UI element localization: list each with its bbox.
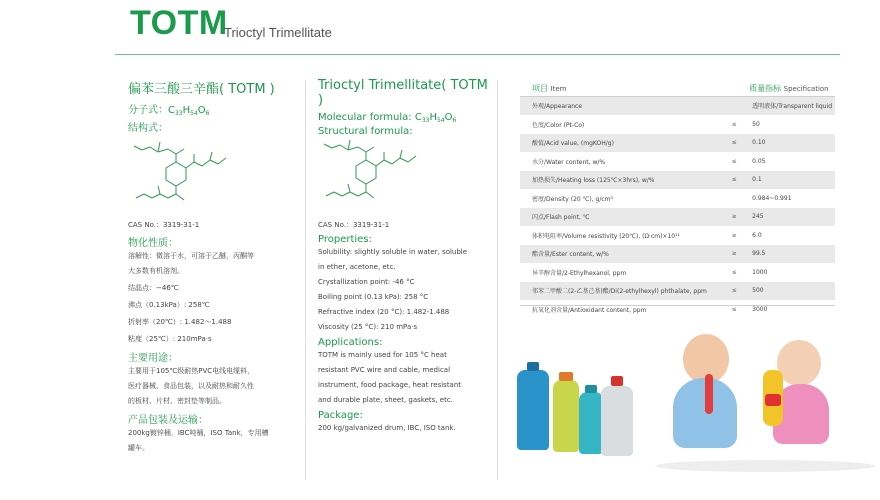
- yellow-bottle-image: [553, 380, 579, 452]
- cn-application-line: 的板材、片材、密封垫等制品。: [128, 397, 226, 405]
- spec-value-cell: 0.10: [746, 134, 835, 153]
- page-title: TOTM: [130, 4, 228, 42]
- en-application-line: TOTM is mainly used for 105 °C heat: [318, 351, 447, 359]
- en-formula-c-count: 33: [421, 117, 430, 124]
- cn-details: [128, 218, 300, 456]
- cn-column: [128, 78, 300, 134]
- spec-header-spec-en: Specification: [783, 84, 829, 93]
- spec-table-row: [520, 300, 835, 319]
- cn-structure-label: 结构式：: [128, 123, 168, 134]
- spec-value-cell: 3000: [746, 300, 835, 319]
- cn-property-line: 折射率（20℃）: 1.482～1.488: [128, 318, 232, 326]
- spec-value-cell: 0.984~0.991: [746, 189, 835, 208]
- spec-value-cell: 0.05: [746, 152, 835, 171]
- spec-table-row: [520, 134, 835, 153]
- spec-operator-cell: [722, 189, 746, 208]
- spec-operator-cell: ≥: [722, 208, 746, 227]
- en-package-heading: Package:: [318, 410, 363, 421]
- spec-operator-cell: ≤: [722, 300, 746, 319]
- page-subtitle: Trioctyl Trimellitate: [224, 25, 332, 40]
- spec-item-cell: 酯含量/Ester content, w/%: [520, 245, 722, 264]
- spec-item-cell: 闪点/Flash point, ℃: [520, 208, 722, 227]
- toy-image: [705, 374, 713, 414]
- en-package-line: 200 kg/galvanized drum, IBC, ISO tank.: [318, 424, 456, 432]
- spec-operator-cell: ≥: [722, 226, 746, 245]
- en-cas-number: CAS No.：3319-31-1: [318, 221, 390, 229]
- spec-item-cell: 抗氧化剂含量/Antioxidant content, ppm: [520, 300, 722, 319]
- cn-properties-list: [128, 249, 300, 347]
- en-property-line: Viscosity (25 °C): 210 mPa·s: [318, 323, 418, 331]
- cn-product-name: [128, 78, 300, 97]
- cn-formula-o-count: 6: [205, 110, 210, 117]
- spec-item-cell: 异辛醇含量/2-Ethylhexanol, ppm: [520, 263, 722, 282]
- spec-value-cell: 透明液体/Transparent liquid: [746, 97, 835, 116]
- cn-name-paren: ( TOTM ): [219, 82, 275, 97]
- cn-application-line: 主要用于105℃级耐热PVC电线电缆料，: [128, 367, 255, 375]
- spec-operator-cell: ≤: [722, 282, 746, 301]
- en-application-line: instrument, food package, heat resistant: [318, 381, 462, 389]
- en-structure-label: Structural formula:: [318, 126, 413, 137]
- spec-table-row: [520, 226, 835, 245]
- spec-table-body: [520, 97, 835, 319]
- column-divider-2: [497, 80, 498, 480]
- spec-operator-cell: ≥: [722, 245, 746, 264]
- baby-head-image: [777, 340, 821, 386]
- cn-cas-number: CAS No.：3319-31-1: [128, 221, 200, 229]
- en-formula-h-count: 54: [436, 117, 445, 124]
- bottle-cap-image: [585, 385, 597, 393]
- spec-operator-cell: ≤: [722, 134, 746, 153]
- spec-operator-cell: ≤: [722, 263, 746, 282]
- spec-value-cell: 99.5: [746, 245, 835, 264]
- cn-structure-diagram: [128, 140, 238, 215]
- cn-applications-heading: 主要用途：: [128, 353, 178, 364]
- spec-table-row: [520, 208, 835, 227]
- spec-operator-cell: ≤: [722, 115, 746, 134]
- bottle-cap-image: [611, 376, 623, 386]
- en-applications-heading: Applications:: [318, 337, 383, 348]
- spec-value-cell: 500: [746, 282, 835, 301]
- spec-table-row: [520, 97, 835, 116]
- cn-applications-list: [128, 364, 300, 409]
- spec-table-row: [520, 263, 835, 282]
- en-column: [318, 78, 493, 137]
- en-name-text: Trioctyl Trimellitate: [318, 78, 442, 93]
- cn-package-list: [128, 426, 300, 456]
- cn-formula-c-count: 33: [174, 110, 183, 117]
- floor-shadow-image: [655, 460, 875, 472]
- spec-item-cell: 邻苯二甲酸二(2-乙基己基)酯/Di(2-ethylhexyl) phthalate, ppm: [520, 282, 722, 301]
- en-properties-list: [318, 245, 496, 335]
- en-property-line: Solubility: slightly soluble in water, soluble: [318, 248, 468, 256]
- en-application-line: resistant PVC wire and cable, medical: [318, 366, 451, 374]
- cn-property-line: 大多数有机溶剂。: [128, 267, 184, 275]
- spec-table-row: [520, 152, 835, 171]
- en-formula-h: H: [429, 112, 437, 123]
- en-structure-diagram: [318, 138, 428, 213]
- cn-properties-heading: 物化性质：: [128, 238, 178, 249]
- cn-application-line: 医疗器械、食品包装，以及耐热和耐久性: [128, 382, 254, 390]
- en-application-line: and durable plate, sheet, gaskets, etc.: [318, 396, 453, 404]
- cn-formula-o: O: [197, 105, 206, 116]
- en-property-line: in ether, acetone, etc.: [318, 263, 396, 271]
- spec-item-cell: 体积电阻率/Volume resistivity (20℃), (Ω·cm)×10¹¹: [520, 226, 722, 245]
- spec-operator-cell: ≤: [722, 152, 746, 171]
- column-divider-1: [305, 80, 306, 480]
- bottle-cap-image: [527, 362, 539, 371]
- spec-value-cell: 50: [746, 115, 835, 134]
- header-divider: [115, 54, 840, 55]
- spec-value-cell: 0.1: [746, 171, 835, 190]
- en-property-line: Refractive index (20 °C): 1.482-1.488: [318, 308, 450, 316]
- product-photo: [505, 330, 880, 500]
- cn-name-text: 偏苯三酸三辛酯: [128, 82, 220, 97]
- spec-header-item-cn: 项目: [532, 83, 548, 93]
- cn-property-line: 溶解性：微溶于水，可溶于乙醚，丙酮等: [128, 252, 254, 260]
- cn-property-line: 结晶点：−46℃: [128, 284, 179, 292]
- spec-header-spec-cn: 质量指标: [749, 83, 782, 93]
- spec-header-op: [722, 80, 746, 97]
- en-name-paren: ( TOTM ): [318, 78, 488, 108]
- spec-item-cell: 加热损失/Heating loss (125℃×3hrs), w/%: [520, 171, 722, 190]
- toy-image: [765, 394, 781, 406]
- specification-table: [520, 80, 835, 319]
- spec-item-cell: 色度/Color (Pt-Co): [520, 115, 722, 134]
- white-bottle-image: [601, 386, 633, 456]
- en-formula-o-count: 6: [452, 117, 457, 124]
- spec-item-cell: 外观/Appearance: [520, 97, 722, 116]
- cn-package-line: 200kg镀锌桶，IBC吨桶，ISO Tank，专用槽: [128, 429, 269, 437]
- teal-bottle-image: [579, 392, 603, 454]
- spec-header-item: [520, 80, 722, 97]
- en-formula: [318, 112, 493, 124]
- spec-table-bottom-rule: [520, 305, 835, 306]
- cn-package-heading: 产品包装及运输：: [128, 415, 208, 426]
- cn-property-line: 沸点（0.13kPa）: 258℃: [128, 301, 210, 309]
- en-properties-heading: Properties:: [318, 234, 372, 245]
- spec-value-cell: 1000: [746, 263, 835, 282]
- en-product-name: [318, 78, 493, 108]
- en-package-list: [318, 421, 496, 436]
- cn-formula-h-count: 54: [190, 110, 198, 117]
- spec-table-row: [520, 189, 835, 208]
- en-formula-o: O: [444, 112, 453, 123]
- en-property-line: Boiling point (0.13 kPa): 258 °C: [318, 293, 429, 301]
- en-applications-list: [318, 348, 496, 408]
- spec-operator-cell: ≤: [722, 171, 746, 190]
- spec-header-item-en: Item: [550, 84, 567, 93]
- spec-table-row: [520, 171, 835, 190]
- spec-value-cell: 6.0: [746, 226, 835, 245]
- blue-bottle-image: [517, 370, 549, 450]
- cn-formula-label: 分子式：C: [128, 105, 175, 116]
- cn-formula: [128, 101, 300, 117]
- spec-table-row: [520, 245, 835, 264]
- cn-formula-h: H: [182, 105, 191, 116]
- cn-property-line: 粘度（25℃）: 210mPa·s: [128, 335, 212, 343]
- spec-table-row: [520, 282, 835, 301]
- spec-table-row: [520, 115, 835, 134]
- spec-table-header: [520, 80, 835, 97]
- spec-operator-cell: [722, 97, 746, 116]
- bottle-cap-image: [559, 372, 573, 381]
- spec-item-cell: 酸值/Acid value, (mgKOH/g): [520, 134, 722, 153]
- en-property-line: Crystallization point: -46 °C: [318, 278, 415, 286]
- spec-header-spec: [746, 80, 835, 97]
- en-formula-label: Molecular formula: C: [318, 112, 422, 123]
- spec-value-cell: 245: [746, 208, 835, 227]
- spec-item-cell: 密度/Density (20 ℃), g/cm³: [520, 189, 722, 208]
- en-details: [318, 218, 496, 436]
- cn-package-line: 罐车。: [128, 444, 149, 452]
- spec-item-cell: 水分/Water content, w/%: [520, 152, 722, 171]
